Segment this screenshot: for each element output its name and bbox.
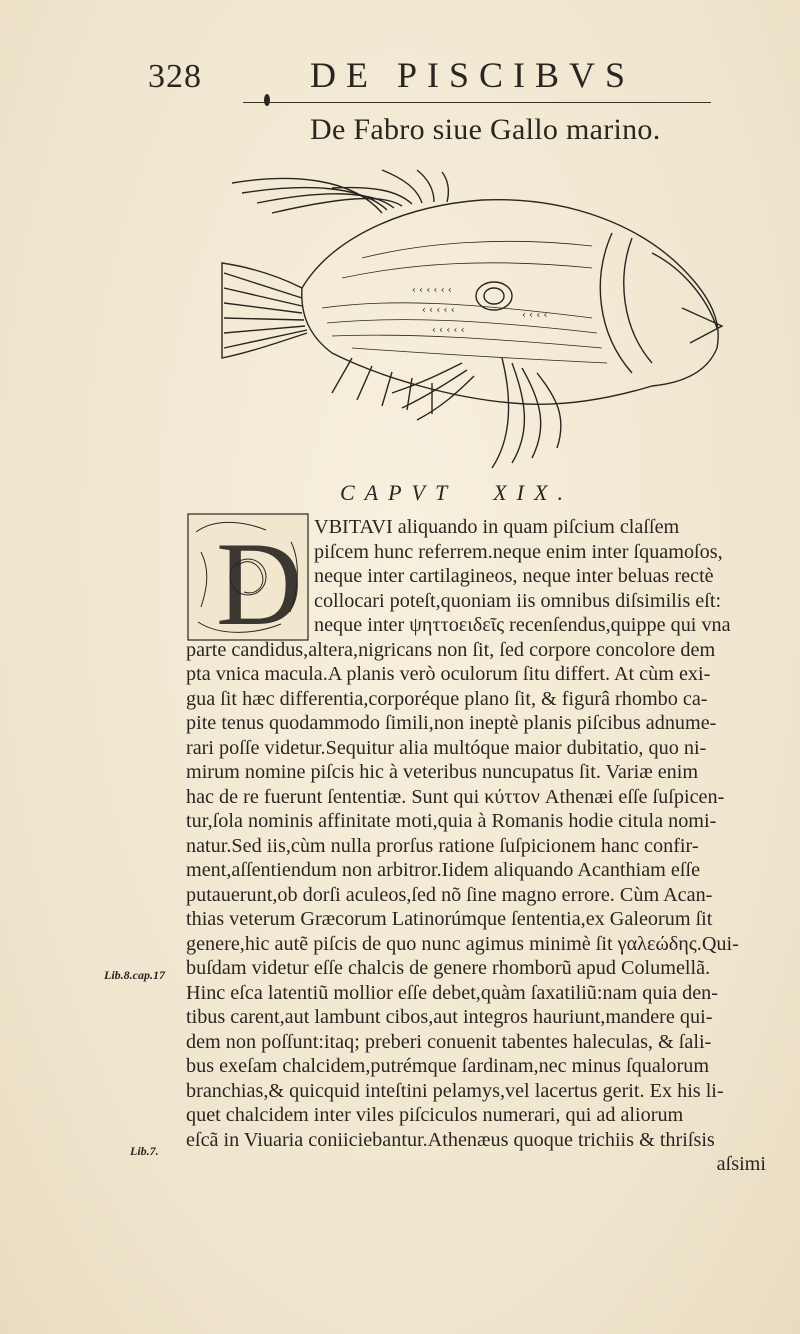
- text-line: quet chalcidem inter viles piſciculos numerari, qui ad aliorum: [186, 1104, 684, 1126]
- body-text: [186, 515, 766, 1177]
- running-head: DE PISCIBVS: [310, 55, 636, 95]
- text-line: tibus carent,aut lambunt cibos,aut integros hauriunt,mandere qui-: [186, 1006, 713, 1028]
- chapter-heading: [340, 480, 573, 506]
- fish-woodcut-illustration: [212, 158, 736, 478]
- text-line: neque inter ψηττοειδεῖς recenſendus,quippe qui vna: [314, 614, 731, 636]
- text-line: buſdam videtur eſſe chalcis de genere rhomborũ apud Columellã.: [186, 957, 711, 979]
- text-line: rari poſſe videtur.Sequitur alia multóque maior dubitatio, quo ni-: [186, 736, 707, 759]
- margin-note: Lib.8.cap.17: [104, 968, 165, 982]
- header-rule-ornament: [264, 94, 270, 106]
- page-number: 328: [148, 58, 202, 95]
- text-line: parte candidus,altera,nigricans non ſit, ſed corpore concolore dem: [186, 638, 716, 661]
- header-rule: [243, 102, 711, 103]
- caput-label: CAPVT: [340, 480, 458, 505]
- text-line: dem non poſſunt:itaq; preberi conuenit tabentes haleculas, & ſali-: [186, 1030, 712, 1053]
- chapter-title: De Fabro siue Gallo marino.: [310, 113, 661, 146]
- margin-note: Lib.7.: [130, 1144, 159, 1158]
- text-line: putauerunt,ob dorſi aculeos,ſed nõ ſine magno errore. Cùm Acan-: [186, 883, 713, 906]
- caput-number: XIX.: [493, 480, 573, 505]
- text-line: pta vnica macula.A planis verò oculorum ſitu differt. At cùm exi-: [186, 663, 711, 685]
- text-line: eſcã in Viuaria coniiciebantur.Athenæus quoque trichiis & thriſsis: [186, 1128, 715, 1151]
- text-line: tur,ſola nominis affinitate moti,quia à Romanis hodie citula nomi-: [186, 810, 717, 832]
- text-line: genere,hic autẽ piſcis de quo nunc agimus minimè ſit γαλεώδης.Qui-: [186, 932, 739, 955]
- catchword: aſsimi: [716, 1153, 766, 1175]
- text-line: gua ſit hæc differentia,corporéque plano ſit, & figurâ rhombo ca-: [186, 687, 708, 710]
- text-line: collocari poteſt,quoniam iis omnibus diſsimilis eſt:: [314, 589, 722, 612]
- text-line: branchias,& quicquid inteſtini pelamys,vel lacertus gerit. Ex his li-: [186, 1079, 724, 1102]
- text-line: bus exeſam chalcidem,putrémque ſardinam,nec minus ſqualorum: [186, 1055, 710, 1077]
- svg-text:D: D: [216, 517, 303, 642]
- text-line: piſcem hunc referrem.neque enim inter ſquamoſos,: [314, 540, 723, 563]
- svg-text:‹ ‹ ‹ ‹ ‹: ‹ ‹ ‹ ‹ ‹: [432, 325, 465, 336]
- svg-text:‹ ‹ ‹ ‹: ‹ ‹ ‹ ‹: [522, 310, 548, 321]
- text-line: mirum nomine piſcis hic à veteribus nuncupatus ſit. Variæ enim: [186, 761, 699, 783]
- text-line: natur.Sed iis,cùm nulla prorſus ratione ſuſpicionem hanc confir-: [186, 834, 699, 857]
- text-line: pite tenus quodammodo ſimili,non ineptè planis piſcibus adnume-: [186, 712, 717, 734]
- svg-text:‹ ‹ ‹ ‹ ‹: ‹ ‹ ‹ ‹ ‹: [422, 305, 455, 316]
- svg-text:‹ ‹ ‹ ‹ ‹ ‹: ‹ ‹ ‹ ‹ ‹ ‹: [412, 285, 452, 296]
- text-line: hac de re fuerunt ſententiæ. Sunt qui κύττον Athenæi eſſe ſuſpicen-: [186, 785, 725, 808]
- text-line: neque inter cartilagineos, neque inter beluas rectè: [314, 565, 714, 587]
- text-line: VBITAVI aliquando in quam piſcium claſſem: [314, 516, 680, 538]
- text-line: Hinc eſca latentiũ mollior eſſe debet,quàm ſaxatiliũ:nam quia den-: [186, 981, 718, 1004]
- text-line: thias veterum Græcorum Latinorúmque ſententia,ex Galeorum ſit: [186, 908, 713, 930]
- text-line: ment,aſſentiendum non arbitror.Iidem aliquando Acanthiam eſſe: [186, 859, 701, 881]
